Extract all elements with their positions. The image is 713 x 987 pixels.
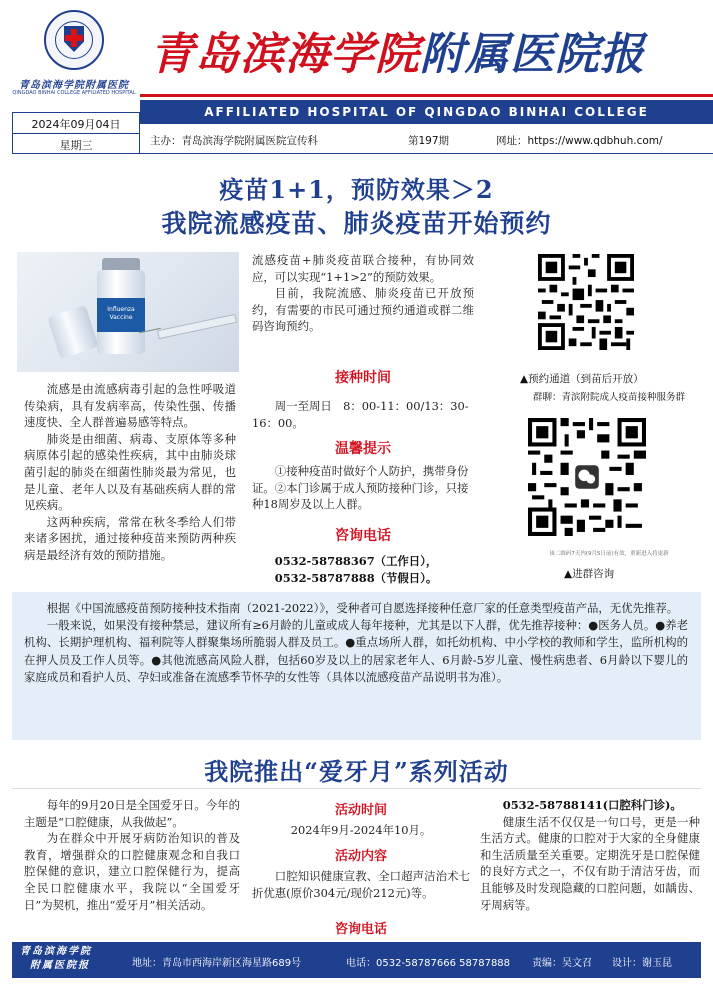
guideline-paragraph: 一般来说，如果没有接种禁忌，建议所有≥6月龄的儿童或成人每年接种，尤其是以下人群，优先推荐接种：●医务人员。●养老机构、长期护理机构、福利院等人群聚集场所脆弱人群及员工。●重点场所人群，如托幼机构、中小学校的教师和学生，监所机构的在押人员及工作人员等。●其他流感高风险人群，包括60岁及以上的居家老年人、6月龄-5岁儿童、慢性病患者、6月龄以下婴儿的家庭成员和看护人员、孕妇或准备在流感季节怀孕的女性等（具体以流感疫苗产品说明书为准）。 bbox=[24, 618, 688, 684]
guideline-paragraph: 根据《中国流感疫苗预防接种技术指南（2021-2022）》，受种者可自愿选择接种任意厂家的任意类型疫苗产品，无优先推荐。 bbox=[46, 601, 679, 615]
qr-validity-note: 该二维码7天内(9月5日前)有效，重新进入将更新 bbox=[549, 551, 669, 557]
paragraph: 流感是由流感病毒引起的急性呼吸道传染病，具有发病率高，传染性强、传播速度快、全人群普遍易感等特点。 bbox=[24, 382, 236, 430]
footer-logo-line1: 青岛滨海学院 bbox=[20, 946, 92, 957]
issue-weekday: 星期三 bbox=[13, 133, 139, 153]
sponsor: 主办：青岛滨海学院附属医院宣传科 bbox=[150, 135, 318, 147]
phone-numbers bbox=[252, 553, 474, 586]
masthead-divider bbox=[140, 94, 713, 97]
activity-time-heading: 活动时间 bbox=[334, 803, 387, 818]
article2-right-column bbox=[480, 797, 700, 913]
title-blue-part: 附属医院报 bbox=[420, 29, 645, 80]
phone-heading: 咨询电话 bbox=[335, 528, 391, 544]
website: 网址：https://www.qdbhuh.com/ bbox=[496, 135, 663, 147]
group-name: 群聊：青滨附院成人疫苗接种服务群 bbox=[532, 392, 685, 403]
guideline-text bbox=[24, 600, 688, 686]
schedule-heading: 接种时间 bbox=[335, 370, 391, 386]
phone-holiday: 0532-58787888（节假日）。 bbox=[274, 570, 438, 585]
footer bbox=[12, 942, 701, 978]
issue-date: 2024年09月04日 bbox=[31, 118, 121, 131]
activity-content-heading: 活动内容 bbox=[334, 849, 387, 864]
footer-phone: 电话：0532-58787666 58787888 bbox=[346, 958, 511, 969]
phone-workday: 0532-58788367（工作日）， bbox=[274, 554, 438, 568]
footer-designer: 设计：谢玉昆 bbox=[612, 958, 672, 969]
footer-address: 地址：青岛市西海岸新区海星路689号 bbox=[132, 958, 302, 969]
hospital-logo bbox=[8, 8, 140, 112]
article2-left-column bbox=[24, 797, 240, 913]
group-qr-code-icon[interactable] bbox=[528, 418, 646, 536]
paragraph: 这两种疾病，常常在秋冬季给人们带来诸多困扰，通过接种疫苗来预防两种疾病是最经济有效的预防措施。 bbox=[24, 514, 236, 562]
appointment-qr-code-icon[interactable] bbox=[538, 254, 634, 350]
info-bar-divider bbox=[140, 153, 713, 154]
paragraph: 流感疫苗+肺炎疫苗联合接种，有协同效应，可以实现“1+1>2”的预防效果。 bbox=[252, 253, 474, 284]
schedule-text: 周一至周日 8：00-11：00/13：30-16：00。 bbox=[252, 399, 469, 430]
dental-phone: 0532-58788141(口腔科门诊)。 bbox=[502, 798, 682, 812]
article1-title-line1: 疫苗1+1，预防效果＞2 bbox=[219, 175, 494, 204]
article1-title-line2: 我院流感疫苗、肺炎疫苗开始预约 bbox=[161, 209, 552, 238]
newspaper-title bbox=[150, 18, 710, 78]
title-red-part: 青岛滨海学院 bbox=[150, 29, 420, 80]
footer-logo-line2: 附属医院报 bbox=[30, 960, 90, 971]
article1-left-column bbox=[24, 381, 236, 564]
appointment-qr-caption: ▲预约通道（到苗后开放） bbox=[520, 373, 644, 385]
group-qr-caption: ▲进群咨询 bbox=[564, 568, 615, 580]
vaccine-photo bbox=[17, 252, 239, 372]
hospital-seal-icon bbox=[44, 10, 104, 70]
tips-heading: 温馨提示 bbox=[335, 441, 391, 457]
footer-editor: 责编：吴文召 bbox=[532, 958, 592, 969]
tips-text: ①接种疫苗时做好个人防护，携带身份证。②本门诊属于成人预防接种门诊，只接种18周岁及以上人群。 bbox=[252, 464, 469, 512]
vaccine-label: Influenza Vaccine bbox=[97, 298, 145, 332]
paragraph: 健康生活不仅仅是一句口号，更是一种生活方式。健康的口腔对于大家的全身健康和生活质量至关重要。定期洗牙是口腔保健的良好方式之一，不仅有助于清洁牙齿，而且能够及时发现隐藏的口腔问题，如龋齿、牙周病等。 bbox=[480, 814, 700, 912]
footer-logo bbox=[20, 945, 120, 973]
logo-chinese-name: 青岛滨海学院附属医院 bbox=[19, 80, 129, 91]
issue-number: 第197期 bbox=[408, 135, 450, 147]
english-subtitle: AFFILIATED HOSPITAL OF QINGDAO BINHAI COLLEGE bbox=[140, 100, 713, 124]
info-bar bbox=[150, 133, 713, 151]
article2-phone-heading: 咨询电话 bbox=[334, 922, 387, 937]
logo-english-name: QINGDAO BINHAI COLLEGE AFFILIATED HOSPITAL bbox=[12, 90, 136, 96]
article2-title: 我院推出“爱牙月”系列活动 bbox=[204, 757, 509, 786]
date-box bbox=[12, 112, 140, 154]
article2-divider bbox=[12, 788, 701, 789]
paragraph: 目前，我院流感、肺炎疫苗已开放预约，有需要的市民可通过预约通道或群二维码咨询预约。 bbox=[252, 286, 474, 334]
activity-content-text: 口腔知识健康宣教、全口超声洁治术七折优惠(原价304元/现价212元)等。 bbox=[252, 869, 470, 900]
article1-mid-intro bbox=[252, 252, 474, 335]
paragraph: 肺炎是由细菌、病毒、支原体等多种病原体引起的感染性疾病，其中由肺炎球菌引起的肺炎在细菌性肺炎最为常见，也是儿童、老年人以及有基础疾病人群的常见疾病。 bbox=[24, 431, 236, 513]
paragraph: 每年的9月20日是全国爱牙日。今年的主题是“口腔健康，从我做起”。 bbox=[24, 798, 240, 829]
activity-time-text: 2024年9月-2024年10月。 bbox=[290, 823, 432, 837]
paragraph: 为在群众中开展牙病防治知识的普及教育，增强群众的口腔健康观念和自我口腔保健的意识，建立口腔保健行为，提高全民口腔健康水平，我院以“全国爱牙日”为契机，推出“爱牙月”相关活动。 bbox=[24, 831, 240, 912]
